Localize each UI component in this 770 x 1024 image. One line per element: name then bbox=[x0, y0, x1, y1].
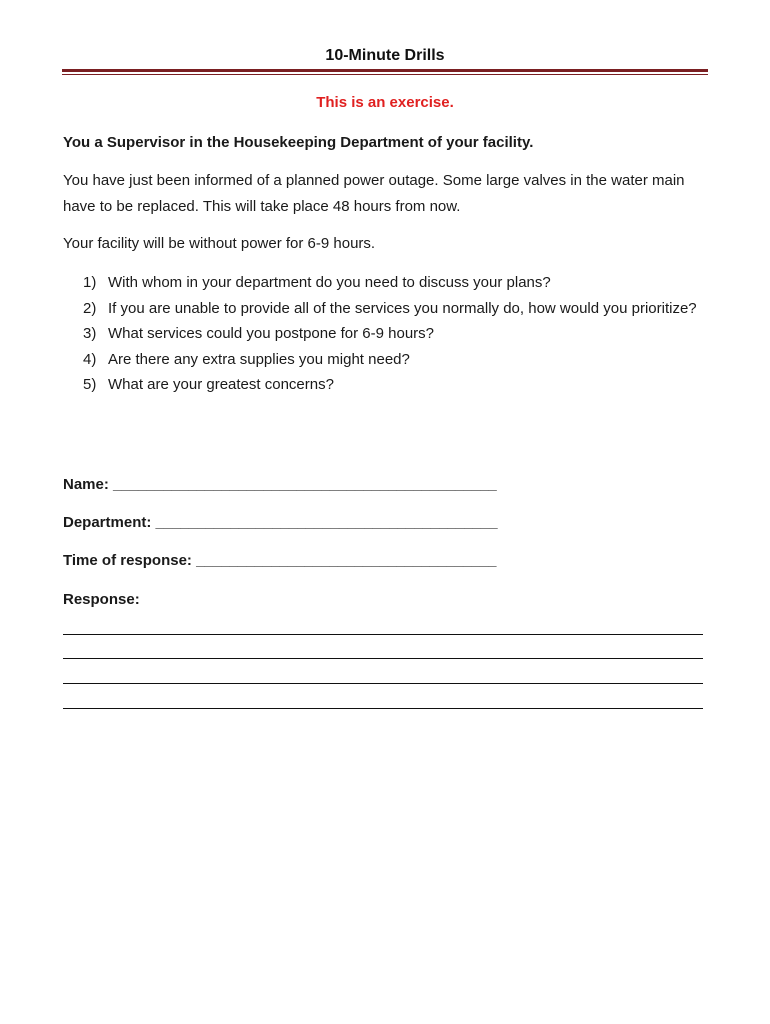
question-list bbox=[63, 270, 713, 398]
department-field[interactable]: Department: _________________________________________ bbox=[63, 514, 498, 531]
question-number: 3) bbox=[83, 325, 97, 342]
question-item bbox=[63, 296, 713, 322]
response-line[interactable] bbox=[63, 658, 703, 659]
question-text: With whom in your department do you need to discuss your plans? bbox=[108, 274, 551, 291]
question-text: Are there any extra supplies you might need? bbox=[108, 350, 410, 368]
name-field[interactable]: Name: ______________________________________________ bbox=[63, 476, 497, 493]
response-label: Response: bbox=[63, 591, 140, 608]
question-number: 2) bbox=[83, 299, 97, 317]
role-statement: You a Supervisor in the Housekeeping Department of your facility. bbox=[63, 134, 534, 151]
question-number: 5) bbox=[83, 376, 97, 393]
scenario-paragraph: You have just been informed of a planned power outage. Some large valves in the water main have to be replaced. This will take place 48 hours from now. bbox=[63, 172, 685, 215]
response-line[interactable] bbox=[63, 683, 703, 684]
question-number: 1) bbox=[83, 274, 97, 291]
question-item bbox=[63, 321, 713, 347]
title-divider-thick bbox=[62, 69, 708, 72]
question-item bbox=[63, 347, 713, 373]
response-line[interactable] bbox=[63, 634, 703, 635]
title-divider-thin bbox=[62, 74, 708, 75]
question-text: What services could you postpone for 6-9 hours? bbox=[108, 325, 435, 342]
page-title: 10-Minute Drills bbox=[325, 47, 445, 64]
exercise-notice: This is an exercise. bbox=[316, 94, 454, 111]
question-item bbox=[63, 270, 713, 296]
time-of-response-field[interactable]: Time of response: ____________________________________ bbox=[63, 552, 497, 569]
question-text: What are your greatest concerns? bbox=[108, 376, 334, 393]
response-line[interactable] bbox=[63, 708, 703, 709]
question-text: If you are unable to provide all of the services you normally do, how would you prioritize? bbox=[108, 299, 697, 317]
question-item bbox=[63, 372, 713, 398]
question-number: 4) bbox=[83, 350, 97, 368]
outage-duration-paragraph: Your facility will be without power for 6-9 hours. bbox=[63, 235, 376, 252]
